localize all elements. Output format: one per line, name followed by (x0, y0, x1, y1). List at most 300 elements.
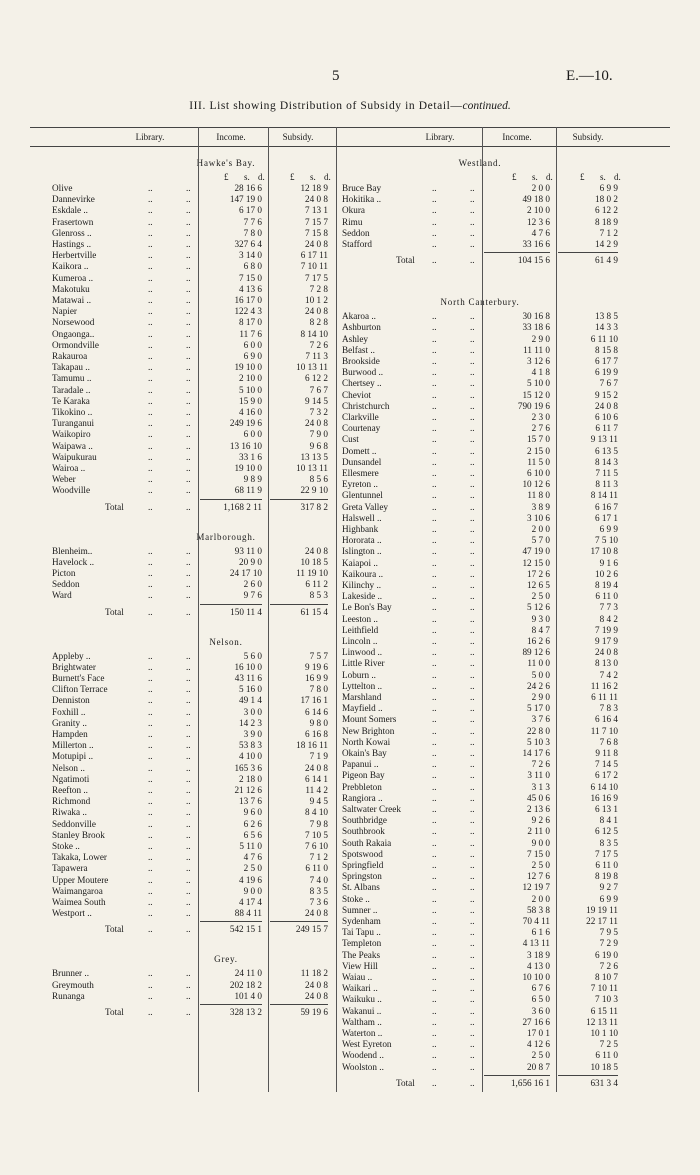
income-value: 17 2 6 (527, 568, 550, 579)
subsidy-value: 7 2 5 (599, 1039, 618, 1050)
income-value: 20 9 0 (239, 556, 262, 567)
right-table-row (342, 228, 638, 239)
leader-dots: .. (148, 407, 153, 417)
library-name: Brookside (342, 356, 380, 366)
right-table-row (342, 882, 638, 893)
leader-dots: .. (186, 740, 191, 751)
library-name: Eskdale .. (52, 205, 88, 216)
library-name: Akaroa .. (342, 311, 376, 322)
left-table-row (52, 407, 348, 418)
leader-dots: .. (186, 684, 191, 695)
total-rule (270, 921, 328, 922)
subsidy-value: 7 2 6 (599, 960, 618, 971)
library-name: Waltham .. (342, 1016, 382, 1027)
leader-dots: .. (470, 826, 475, 837)
library-name: Upper Moutere (52, 874, 109, 885)
library-name: Waipawa .. (52, 440, 93, 451)
leader-dots: .. (148, 579, 153, 590)
right-table-row (342, 770, 638, 781)
subsidy-total: 317 8 2 (300, 501, 328, 512)
left-table-row (52, 183, 348, 194)
library-name: Mount Somers (342, 714, 397, 725)
leader-dots: .. (432, 546, 437, 557)
subsidy-value: 18 0 2 (595, 194, 618, 205)
library-name: Christchurch (342, 400, 390, 411)
leader-dots: .. (432, 367, 437, 378)
leader-dots: .. (148, 272, 153, 283)
subsidy-value: 24 0 8 (305, 418, 328, 429)
left-table-row (52, 651, 348, 662)
left-table-row (52, 819, 348, 830)
library-name: North Kowai (342, 736, 391, 747)
library-name: Lyttelton .. (342, 680, 383, 691)
library-name: Little River (342, 658, 385, 669)
leader-dots: .. (148, 261, 153, 272)
leader-dots: .. (470, 871, 475, 882)
library-name: Granity .. (52, 717, 87, 728)
subsidy-value: 6 14 1 (305, 773, 328, 784)
subsidy-value: 7 9 8 (309, 818, 328, 829)
leader-dots: .. (186, 673, 191, 683)
right-table-row (342, 558, 638, 569)
income-value: 49 18 0 (522, 194, 550, 205)
subsidy-value: 13 8 5 (595, 311, 618, 322)
library-name: Motupipi .. (52, 751, 94, 762)
library-name: Waikari .. (342, 983, 378, 994)
library-name: Wairoa .. (52, 463, 86, 473)
income-value: 7 8 0 (243, 227, 262, 238)
left-table-row (52, 452, 348, 463)
subsidy-value: 7 9 5 (599, 927, 618, 938)
library-name: Tapawera (52, 863, 88, 874)
leader-dots: .. (470, 624, 475, 635)
leader-dots: .. (186, 908, 191, 919)
leader-dots: .. (470, 781, 475, 792)
leader-dots: .. (432, 882, 437, 893)
left-table-row (52, 729, 348, 740)
income-value: 9 8 9 (243, 474, 262, 485)
leader-dots: .. (148, 729, 153, 739)
leader-dots: .. (148, 773, 153, 784)
library-name: Waimea South (52, 897, 106, 907)
leader-dots: .. (432, 423, 437, 434)
header-income-left: Income. (216, 132, 246, 142)
subsidy-value: 24 0 8 (305, 908, 328, 919)
library-name: Rimu (342, 216, 363, 227)
income-value: 10 10 0 (522, 972, 550, 982)
currency-unit: s. (600, 172, 606, 182)
leader-dots: .. (148, 924, 153, 935)
income-value: 4 16 0 (239, 407, 262, 417)
leader-dots: .. (432, 468, 437, 478)
total-rule (558, 1075, 618, 1076)
left-table-row (52, 463, 348, 474)
subsidy-value: 24 0 8 (305, 762, 328, 773)
subsidy-value: 13 13 5 (300, 451, 328, 462)
library-name: Saltwater Creek (342, 804, 401, 814)
library-name: West Eyreton (342, 1039, 392, 1050)
right-table-row (342, 479, 638, 490)
left-table-row (52, 485, 348, 496)
leader-dots: .. (470, 568, 475, 579)
library-name: Brightwater (52, 661, 96, 672)
subsidy-value: 9 11 8 (595, 748, 618, 758)
library-name: Appleby .. (52, 650, 91, 661)
income-value: 4 1 8 (531, 367, 550, 378)
left-table-row (52, 329, 348, 340)
right-table-row (342, 625, 638, 636)
leader-dots: .. (470, 557, 475, 568)
library-name: Eyreton .. (342, 479, 378, 490)
left-section-heading: Marlborough. (196, 531, 256, 542)
leader-dots: .. (470, 1050, 475, 1061)
leader-dots: .. (186, 874, 191, 885)
subsidy-value: 7 2 6 (309, 339, 328, 350)
leader-dots: .. (432, 826, 437, 837)
library-name: Takaka, Lower (52, 852, 107, 863)
leader-dots: .. (186, 606, 191, 617)
right-table-row (342, 905, 638, 916)
leader-dots: .. (432, 227, 437, 238)
subsidy-value: 6 13 5 (595, 445, 618, 456)
leader-dots: .. (148, 829, 153, 840)
library-name: New Brighton (342, 725, 395, 736)
library-name: Chertsey .. (342, 378, 382, 389)
leader-dots: .. (470, 770, 475, 781)
income-value: 2 10 0 (527, 205, 550, 216)
left-table-row (52, 418, 348, 429)
left-table-row (52, 886, 348, 897)
leader-dots: .. (186, 407, 191, 417)
currency-unit: s. (244, 172, 250, 182)
library-name: Linwood .. (342, 647, 383, 658)
library-name: Reefton .. (52, 785, 88, 795)
income-value: 12 7 6 (527, 871, 550, 882)
subsidy-value: 7 4 2 (599, 669, 618, 680)
library-name: Marshland (342, 692, 382, 702)
right-table-row (342, 860, 638, 871)
leader-dots: .. (470, 759, 475, 770)
subsidy-value: 6 12 2 (595, 205, 618, 216)
subsidy-value: 7 13 1 (305, 205, 328, 216)
income-value: 2 5 0 (243, 863, 262, 874)
subsidy-value: 10 1 10 (590, 1028, 618, 1038)
library-name: View Hill (342, 960, 378, 971)
income-value: 2 5 0 (531, 1050, 550, 1061)
income-value: 4 17 4 (239, 897, 262, 907)
leader-dots: .. (470, 205, 475, 216)
leader-dots: .. (148, 306, 153, 317)
leader-dots: .. (470, 378, 475, 389)
library-name: Runanga (52, 990, 85, 1001)
income-value: 4 10 0 (239, 751, 262, 762)
left-table-row (52, 396, 348, 407)
right-table-row (342, 345, 638, 356)
leader-dots: .. (148, 650, 153, 661)
income-value: 9 6 0 (243, 807, 262, 818)
subsidy-value: 9 13 11 (590, 434, 618, 445)
income-value: 2 11 0 (527, 826, 550, 837)
leader-dots: .. (432, 344, 437, 355)
left-table-row (52, 317, 348, 328)
library-name: Waipukurau (52, 451, 97, 462)
left-table-row (52, 273, 348, 284)
subsidy-value: 24 0 8 (305, 545, 328, 556)
subsidy-value: 9 1 6 (599, 557, 618, 568)
subsidy-value: 8 11 3 (595, 479, 618, 490)
leader-dots: .. (186, 283, 191, 294)
subsidy-value: 6 11 0 (595, 860, 618, 870)
leader-dots: .. (148, 740, 153, 751)
left-table-row (52, 980, 348, 991)
left-table-row (52, 763, 348, 774)
income-value: 11 11 0 (523, 344, 550, 355)
income-value: 13 16 10 (229, 440, 262, 451)
leader-dots: .. (148, 885, 153, 896)
library-name: Richmond (52, 796, 91, 807)
library-name: Ngatimoti (52, 773, 90, 784)
subsidy-value: 7 11 5 (595, 468, 618, 478)
subsidy-value: 17 10 8 (590, 546, 618, 557)
subsidy-value: 8 18 9 (595, 216, 618, 227)
income-value: 9 2 6 (531, 815, 550, 826)
leader-dots: .. (470, 591, 475, 602)
right-table-row (342, 782, 638, 793)
leader-dots: .. (470, 792, 475, 803)
income-value: 5 10 3 (527, 736, 550, 747)
leader-dots: .. (432, 792, 437, 803)
leader-dots: .. (432, 938, 437, 949)
leader-dots: .. (470, 669, 475, 680)
subsidy-value: 6 16 8 (305, 729, 328, 739)
currency-unit: s. (310, 172, 316, 182)
subsidy-value: 7 11 3 (305, 351, 328, 361)
library-name: Kilinchy .. (342, 580, 382, 590)
leader-dots: .. (186, 1007, 191, 1017)
library-name: Stoke .. (52, 841, 80, 851)
income-value: 3 8 9 (531, 501, 550, 512)
subsidy-total: 59 19 6 (300, 1007, 328, 1017)
right-table-row (342, 647, 638, 658)
right-table-row (342, 614, 638, 625)
library-name: Waimangaroa (52, 885, 103, 896)
left-table-row (52, 194, 348, 205)
library-name: Springston (342, 871, 382, 882)
subsidy-value: 8 3 5 (599, 837, 618, 848)
leader-dots: .. (470, 714, 475, 725)
library-name: Hokitika .. (342, 194, 382, 205)
leader-dots: .. (148, 606, 153, 617)
left-table-row (52, 579, 348, 590)
library-name: Sydenham (342, 916, 381, 926)
income-value: 45 0 6 (527, 792, 550, 803)
document-reference: E.—10. (566, 68, 613, 84)
right-table-row (342, 239, 638, 250)
subsidy-value: 7 1 2 (599, 227, 618, 238)
income-value: 3 11 0 (527, 770, 550, 781)
library-name: Kaikoura .. (342, 568, 384, 579)
right-table-row (342, 205, 638, 216)
leader-dots: .. (186, 239, 191, 249)
leader-dots: .. (186, 216, 191, 227)
income-value: 2 5 0 (531, 591, 550, 602)
right-table-row (342, 434, 638, 445)
leader-dots: .. (186, 205, 191, 216)
right-table-row (342, 401, 638, 412)
left-total-row (52, 607, 348, 618)
right-table-row (342, 938, 638, 949)
left-table-row (52, 875, 348, 886)
library-name: Dannevirke (52, 194, 95, 205)
income-value: 33 1 6 (239, 451, 262, 462)
leader-dots: .. (186, 501, 191, 512)
library-name: Herbertville (52, 250, 97, 261)
subsidy-value: 7 19 9 (595, 624, 618, 635)
leader-dots: .. (432, 781, 437, 792)
leader-dots: .. (432, 389, 437, 400)
library-name: Clifton Terrace (52, 684, 108, 695)
income-value: 7 15 0 (527, 848, 550, 859)
subsidy-value: 6 14 6 (305, 706, 328, 717)
subsidy-value: 7 10 11 (300, 261, 328, 272)
subsidy-value: 6 17 1 (595, 512, 618, 523)
leader-dots: .. (186, 317, 191, 328)
subsidy-value: 24 0 8 (305, 239, 328, 249)
income-value: 10 12 6 (522, 479, 550, 490)
leader-dots: .. (470, 949, 475, 960)
left-table-row (52, 897, 348, 908)
library-name: Havelock .. (52, 556, 95, 567)
subsidy-value: 7 17 5 (595, 848, 618, 859)
library-name: Matawai .. (52, 295, 92, 305)
leader-dots: .. (432, 692, 437, 702)
left-section-heading: Grey. (214, 954, 238, 965)
leader-dots: .. (186, 807, 191, 818)
leader-dots: .. (148, 751, 153, 762)
income-value: 202 18 2 (229, 979, 262, 990)
leader-dots: .. (470, 927, 475, 938)
leader-dots: .. (432, 501, 437, 512)
right-table-row (342, 759, 638, 770)
library-name: Ward (52, 590, 72, 601)
subsidy-value: 24 0 8 (305, 990, 328, 1001)
left-table-row (52, 751, 348, 762)
leader-dots: .. (432, 216, 437, 227)
leader-dots: .. (432, 860, 437, 870)
leader-dots: .. (148, 706, 153, 717)
library-name: Greta Valley (342, 501, 389, 512)
leader-dots: .. (148, 283, 153, 294)
right-table-row (342, 737, 638, 748)
subsidy-value: 7 6 8 (599, 736, 618, 747)
header-subsidy-left: Subsidy. (282, 132, 314, 142)
subsidy-value: 7 5 7 (309, 650, 328, 661)
library-name: Brunner .. (52, 968, 89, 979)
library-name: Leithfield (342, 624, 379, 635)
leader-dots: .. (432, 1039, 437, 1050)
right-table-row (342, 815, 638, 826)
income-value: 16 10 0 (234, 661, 262, 672)
subsidy-value: 7 2 9 (599, 938, 618, 949)
library-name: Kumeroa .. (52, 272, 94, 283)
subsidy-value: 7 2 8 (309, 283, 328, 294)
leader-dots: .. (186, 924, 191, 935)
leader-dots: .. (432, 1061, 437, 1072)
leader-dots: .. (470, 960, 475, 971)
leader-dots: .. (432, 994, 437, 1005)
income-value: 3 9 0 (243, 729, 262, 739)
leader-dots: .. (470, 916, 475, 926)
income-value: 6 0 0 (243, 429, 262, 440)
leader-dots: .. (148, 205, 153, 216)
leader-dots: .. (432, 602, 437, 613)
subsidy-value: 24 0 8 (305, 306, 328, 317)
right-table-row (342, 927, 638, 938)
subsidy-value: 7 8 0 (309, 684, 328, 695)
library-name: Pigeon Bay (342, 770, 385, 781)
leader-dots: .. (470, 216, 475, 227)
income-value: 70 4 11 (522, 916, 550, 926)
left-table-row (52, 968, 348, 979)
leader-dots: .. (148, 362, 153, 373)
subsidy-value: 8 19 8 (595, 871, 618, 882)
income-value: 11 7 6 (239, 328, 262, 339)
currency-unit: d. (614, 172, 621, 182)
leader-dots: .. (470, 255, 475, 266)
left-table-row (52, 568, 348, 579)
right-table-row (342, 524, 638, 535)
subsidy-value: 7 15 7 (305, 216, 328, 227)
subsidy-value: 6 14 10 (590, 781, 618, 792)
leader-dots: .. (148, 717, 153, 728)
income-value: 43 11 6 (234, 673, 262, 683)
subsidy-value: 6 11 0 (595, 591, 618, 602)
leader-dots: .. (432, 714, 437, 725)
leader-dots: .. (148, 463, 153, 473)
library-name: Greymouth (52, 979, 94, 990)
right-table-row (342, 826, 638, 837)
subsidy-value: 10 13 11 (296, 362, 328, 373)
subsidy-total: 631 3 4 (590, 1077, 618, 1088)
leader-dots: .. (470, 580, 475, 590)
leader-dots: .. (470, 994, 475, 1005)
income-value: 89 12 6 (522, 647, 550, 658)
subsidy-value: 6 11 0 (305, 863, 328, 874)
subsidy-value: 14 3 3 (595, 322, 618, 333)
currency-unit: d. (324, 172, 331, 182)
subsidy-value: 19 19 11 (586, 904, 618, 915)
leader-dots: .. (432, 848, 437, 859)
library-name: Norsewood (52, 317, 95, 328)
library-name: Woolston .. (342, 1061, 384, 1072)
right-table-row (342, 726, 638, 737)
leader-dots: .. (148, 684, 153, 695)
leader-dots: .. (186, 451, 191, 462)
total-rule (200, 499, 262, 500)
right-table-row (342, 793, 638, 804)
leader-dots: .. (148, 429, 153, 440)
income-value: 3 1 3 (531, 781, 550, 792)
income-value: 11 8 0 (527, 490, 550, 501)
leader-dots: .. (432, 916, 437, 926)
subsidy-value: 7 6 10 (305, 841, 328, 851)
table-title (0, 100, 700, 112)
income-value: 4 13 11 (522, 938, 550, 949)
leader-dots: .. (186, 773, 191, 784)
income-value: 3 7 6 (531, 714, 550, 725)
left-table-row (52, 807, 348, 818)
leader-dots: .. (148, 556, 153, 567)
